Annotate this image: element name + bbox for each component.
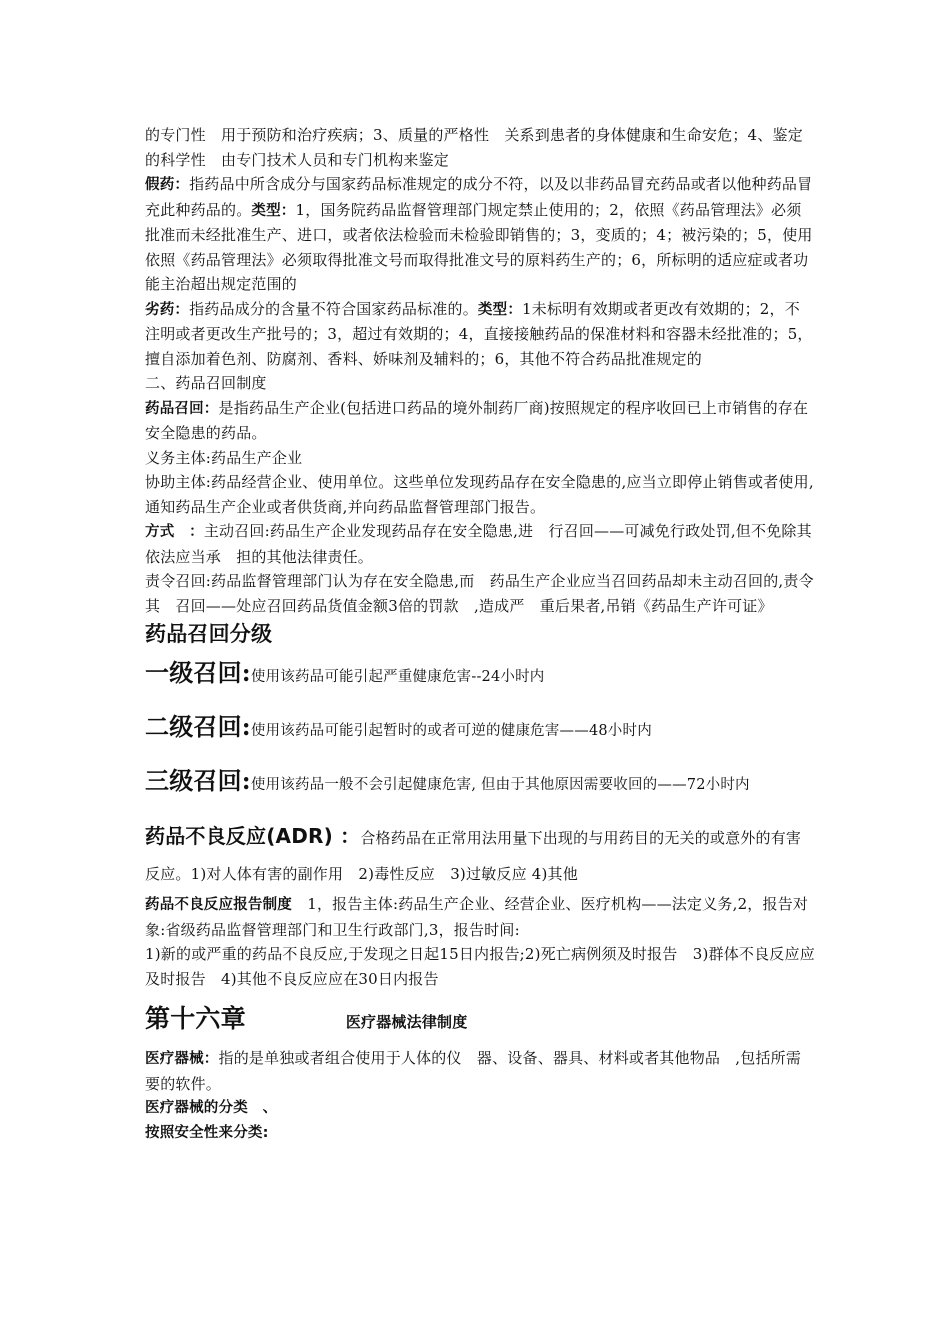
inferior-drug-types: 1未标明有效期或者更改有效期的；2，不注明或者更改生产批号的；3，超过有效期的；4，直接接触药品的保准材料和容器未经批准的；5，擅自添加着色剂、防腐剂、香料、娇味剂及辅料的；6，其他不符合药品批准规定的 (145, 299, 813, 368)
recall-level-2-label: 二级召回: (145, 712, 251, 741)
duty-subject-paragraph: 义务主体:药品生产企业 (145, 448, 303, 467)
fake-drug-types: 1，国务院药品监督管理部门规定禁止使用的；2，依照《药品管理法》必须批准而未经批准生产、进口，或者依法检验而未检验即销售的；3，变质的；4；被污染的；5，使用依照《药品管理法》必须取得批准文号而取得批准文号的原料药生产的；6，所标明的适应症或者功能主治超出规定范围的 (145, 200, 813, 293)
inferior-drug-definition: 指药品成分的含量不符合国家药品标准的。 (189, 299, 478, 318)
document-body (145, 123, 815, 1145)
recall-levels-heading: 药品召回分级 (145, 622, 273, 646)
recall-method-label: 方式 ： (145, 524, 204, 540)
recall-method-paragraph (145, 519, 815, 569)
inferior-drug-type-label: 类型： (477, 301, 523, 318)
adr-definition: 合格药品在正常用法用量下出现的与用药目的无关的或意外的有害反应。1)对人体有害的副作用 2)毒性反应 3)过敏反应 4)其他 (145, 829, 802, 883)
adr-title: 药品不良反应(ADR) ： (145, 824, 361, 848)
recall-level-2-text: 使用该药品可能引起暂时的或者可逆的健康危害——48小时内 (250, 723, 652, 739)
chapter-title: 医疗器械法律制度 (345, 1013, 468, 1031)
chapter-heading (145, 999, 815, 1042)
device-safety-classification: 按照安全性来分类: (145, 1124, 269, 1141)
fake-drug-definition: 指药品中所含成分与国家药品标准规定的成分不符，以及以非药品冒充药品或者以他种药品冒充此种药品的。 (145, 175, 813, 219)
inferior-drug-label: 劣药： (145, 301, 190, 318)
medical-device-paragraph (145, 1046, 815, 1096)
recall-level-1-label: 一级召回: (145, 658, 251, 687)
recall-level-3-text: 使用该药品一般不会引起健康危害, 但由于其他原因需要收回的——72小时内 (250, 777, 750, 793)
recall-method-text: 主动召回:药品生产企业发现药品存在安全隐患,进 行召回——可减免行政处罚,但不免除其依法应当承 担的其他法律责任。 (145, 522, 812, 566)
adr-paragraph (145, 818, 815, 892)
recall-level-1-text: 使用该药品可能引起严重健康危害--24小时内 (250, 669, 545, 685)
chapter-number: 第十六章 (145, 1004, 246, 1033)
recall-section-heading: 二、药品召回制度 (145, 374, 267, 392)
medical-device-label: 医疗器械： (145, 1051, 219, 1067)
fake-drug-type-label: 类型： (251, 202, 296, 219)
fake-drug-label: 假药： (145, 177, 190, 193)
recall-level-2 (145, 708, 815, 750)
ordered-recall-paragraph: 责令召回:药品监督管理部门认为存在安全隐患,而 药品生产企业应当召回药品却未主动召回的,责令其 召回——处应召回药品货值金额3倍的罚款 ,造成严 重后果者,吊销《药品生产许可证》 (145, 572, 814, 615)
assist-subject-paragraph: 协助主体:药品经营企业、使用单位。这些单位发现药品存在安全隐患的,应当立即停止销售或者使用,通知药品生产企业或者供货商,并向药品监督管理部门报告。 (145, 473, 814, 516)
adr-report-text: 1，报告主体:药品生产企业、经营企业、医疗机构——法定义务,2，报告对象:省级药品监督管理部门和卫生行政部门,3，报告时间: (145, 895, 809, 939)
adr-report-label: 药品不良反应报告制度 (145, 897, 292, 913)
device-classification-heading: 医疗器械的分类 、 (145, 1100, 278, 1116)
drug-characteristics-paragraph: 的专门性 用于预防和治疗疾病；3、质量的严格性 关系到患者的身体健康和生命安危；4、鉴定的科学性 由专门技术人员和专门机构来鉴定 (145, 126, 803, 169)
recall-level-3 (145, 762, 815, 804)
drug-recall-definition: 是指药品生产企业(包括进口药品的境外制药厂商)按照规定的程序收回已上市销售的存在安全隐患的药品。 (145, 398, 809, 442)
drug-recall-paragraph (145, 396, 815, 446)
medical-device-definition: 指的是单独或者组合使用于人体的仪 器、设备、器具、材料或者其他物品 ,包括所需要的软件。 (145, 1049, 802, 1093)
adr-report-times: 1)新的或严重的药品不良反应,于发现之日起15日内报告;2)死亡病例须及时报告 3)群体不良反应应及时报告 4)其他不良反应应在30日内报告 (145, 945, 815, 988)
adr-report-paragraph (145, 892, 815, 942)
recall-level-1 (145, 654, 815, 696)
recall-level-3-label: 三级召回: (145, 766, 251, 795)
fake-drug-paragraph (145, 172, 815, 297)
inferior-drug-paragraph (145, 297, 815, 372)
drug-recall-label: 药品召回： (145, 400, 219, 417)
